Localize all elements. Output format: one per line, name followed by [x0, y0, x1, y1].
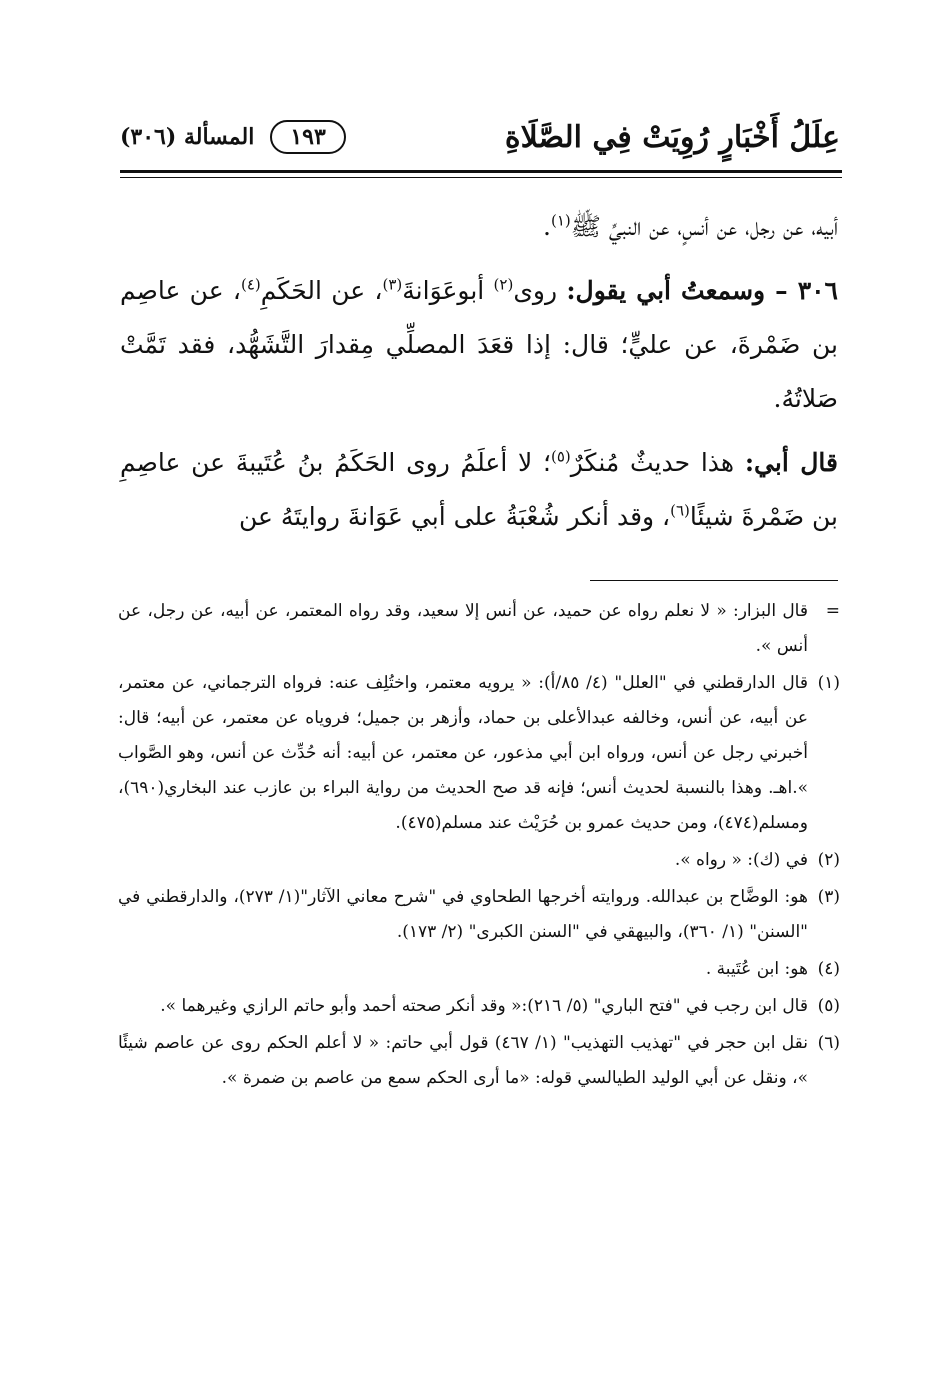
footnote-number: (٦) — [817, 1033, 840, 1053]
paragraph-continuation — [120, 200, 838, 254]
p2-b: أبوعَوَانةَ — [402, 276, 494, 305]
footnote-number: = — [825, 601, 840, 621]
footnote-number: (٥) — [817, 996, 840, 1016]
footnotes — [118, 594, 840, 1098]
p2-a: روى — [513, 276, 567, 305]
footnote-ref-1[interactable]: (١) — [550, 211, 571, 230]
header-rule-thick — [120, 170, 842, 173]
footnote-ref-4[interactable]: (٤) — [240, 275, 261, 294]
p2-d: ، عن عاصِم بن ضَمْرةَ، عن عليٍّ؛ قال: إذا قعَدَ المصلِّي مِقدارَ التَّشَهُّد، فقد تَمَّتْ صَلاتُهُ. — [120, 276, 838, 413]
footnote-text: في (ك): « رواه ». — [674, 850, 808, 870]
footnote-5 — [118, 989, 840, 1024]
footnote-separator — [590, 580, 838, 581]
footnote-6 — [118, 1026, 840, 1096]
footnote-number: (٢) — [817, 850, 840, 870]
footnote-ref-3[interactable]: (٣) — [382, 275, 403, 294]
footnote-text: قال الدارقطني في "العلل" (٤/ ٨٥/أ): « يرويه معتمر، واختُلِف عنه: فرواه الترجماني، عن معتمر، عن أبيه، عن أنس، وخالفه عبدالأعلى بن حماد، وأزهر بن جميل؛ فروياه عن معتمر، عن أبيه؛ قال: أخبرني رجل عن أنس، ورواه ابن أبي مذعور، عن معتمر، عن أبيه: أنه حُدِّث عن أنس، وهو الصَّواب ».اهـ. وهذا بالنسبة لحديث أنس؛ فإنه قد صح الحديث من رواية البراء بن عازب عند البخاري(٦٩٠)، ومسلم(٤٧٤)، ومن حديث عمرو بن حُرَيْث عند مسلم(٤٧٥). — [118, 673, 808, 833]
issue-306-lead: ٣٠٦ – وسمعتُ أبي يقول: — [566, 276, 838, 305]
paragraph-issue-306 — [120, 264, 838, 426]
running-header — [120, 118, 840, 164]
footnote-ref-6[interactable]: (٦) — [670, 501, 690, 520]
footnote-text: قال البزار: « لا نعلم رواه عن حميد، عن أنس إلا سعيد، وقد رواه المعتمر، عن أبيه، عن رجل، عن أنس ». — [118, 601, 808, 656]
footnote-text: قال ابن رجب في "فتح الباري" (٥/ ٢١٦):« وقد أنكر صحته أحمد وأبو حاتم الرازي وغيرهما ». — [160, 996, 808, 1016]
paragraph-gap — [120, 426, 838, 436]
footnote-number: (٣) — [817, 887, 840, 907]
paragraph-gap — [120, 254, 838, 264]
footnote-ref-2[interactable]: (٢) — [493, 275, 514, 294]
issue-label: المسألة (٣٠٦) — [120, 124, 255, 150]
footnote-number: (٤) — [817, 959, 840, 979]
header-issue-block — [120, 120, 346, 154]
page-number: ١٩٣ — [270, 120, 345, 154]
footnote-text: هو: ابن عُتَيبة . — [705, 959, 808, 979]
footnote-2 — [118, 843, 840, 878]
footnote-ref-5[interactable]: (٥) — [550, 447, 571, 466]
book-title: عِلَلُ أَخْبَارٍ رُوِيَتْ فِي الصَّلَاةِ — [504, 120, 840, 155]
p2-c: ، عن الحَكَمِ — [260, 276, 383, 305]
footnote-1 — [118, 666, 840, 841]
footnote-continued — [118, 594, 840, 664]
p1-end: . — [543, 212, 551, 241]
p3-b: ؛ لا أعلَمُ روى الحَكَمُ بنُ عُتَيبةَ عن عاصِمِ بن ضَمْرةَ شيئًا — [120, 448, 838, 531]
abi-said-lead: قال أبي: — [744, 448, 838, 477]
footnote-3 — [118, 880, 840, 950]
p3-c: ، وقد أنكر شُعْبَةُ على أبي عَوَانةَ روايتَهُ عن — [239, 502, 671, 531]
footnote-text: نقل ابن حجر في "تهذيب التهذيب" (١/ ٤٦٧) قول أبي حاتم: « لا أعلم الحكم روى عن عاصم شيئًا »، ونقل عن أبي الوليد الطيالسي قوله: «ما أرى الحكم سمع من عاصم بن ضمرة ». — [118, 1033, 809, 1088]
p1-text: أبيه، عن رجل، عن أنسٍ، عن النبيِّ ﷺ — [570, 212, 838, 241]
footnote-number: (١) — [817, 673, 840, 693]
main-text — [120, 200, 838, 544]
p3-a: هذا حديثٌ مُنكَرٌ — [570, 448, 745, 477]
header-rule-thin — [120, 177, 842, 178]
paragraph-abi-said — [120, 436, 838, 544]
footnote-text: هو: الوضَّاح بن عبدالله. وروايته أخرجها الطحاوي في "شرح معاني الآثار"(١/ ٢٧٣)، والدارقطني في "السنن" (١/ ٣٦٠)، والبيهقي في "السنن الكبرى" (٢/ ١٧٣). — [118, 887, 808, 942]
footnote-4 — [118, 952, 840, 987]
